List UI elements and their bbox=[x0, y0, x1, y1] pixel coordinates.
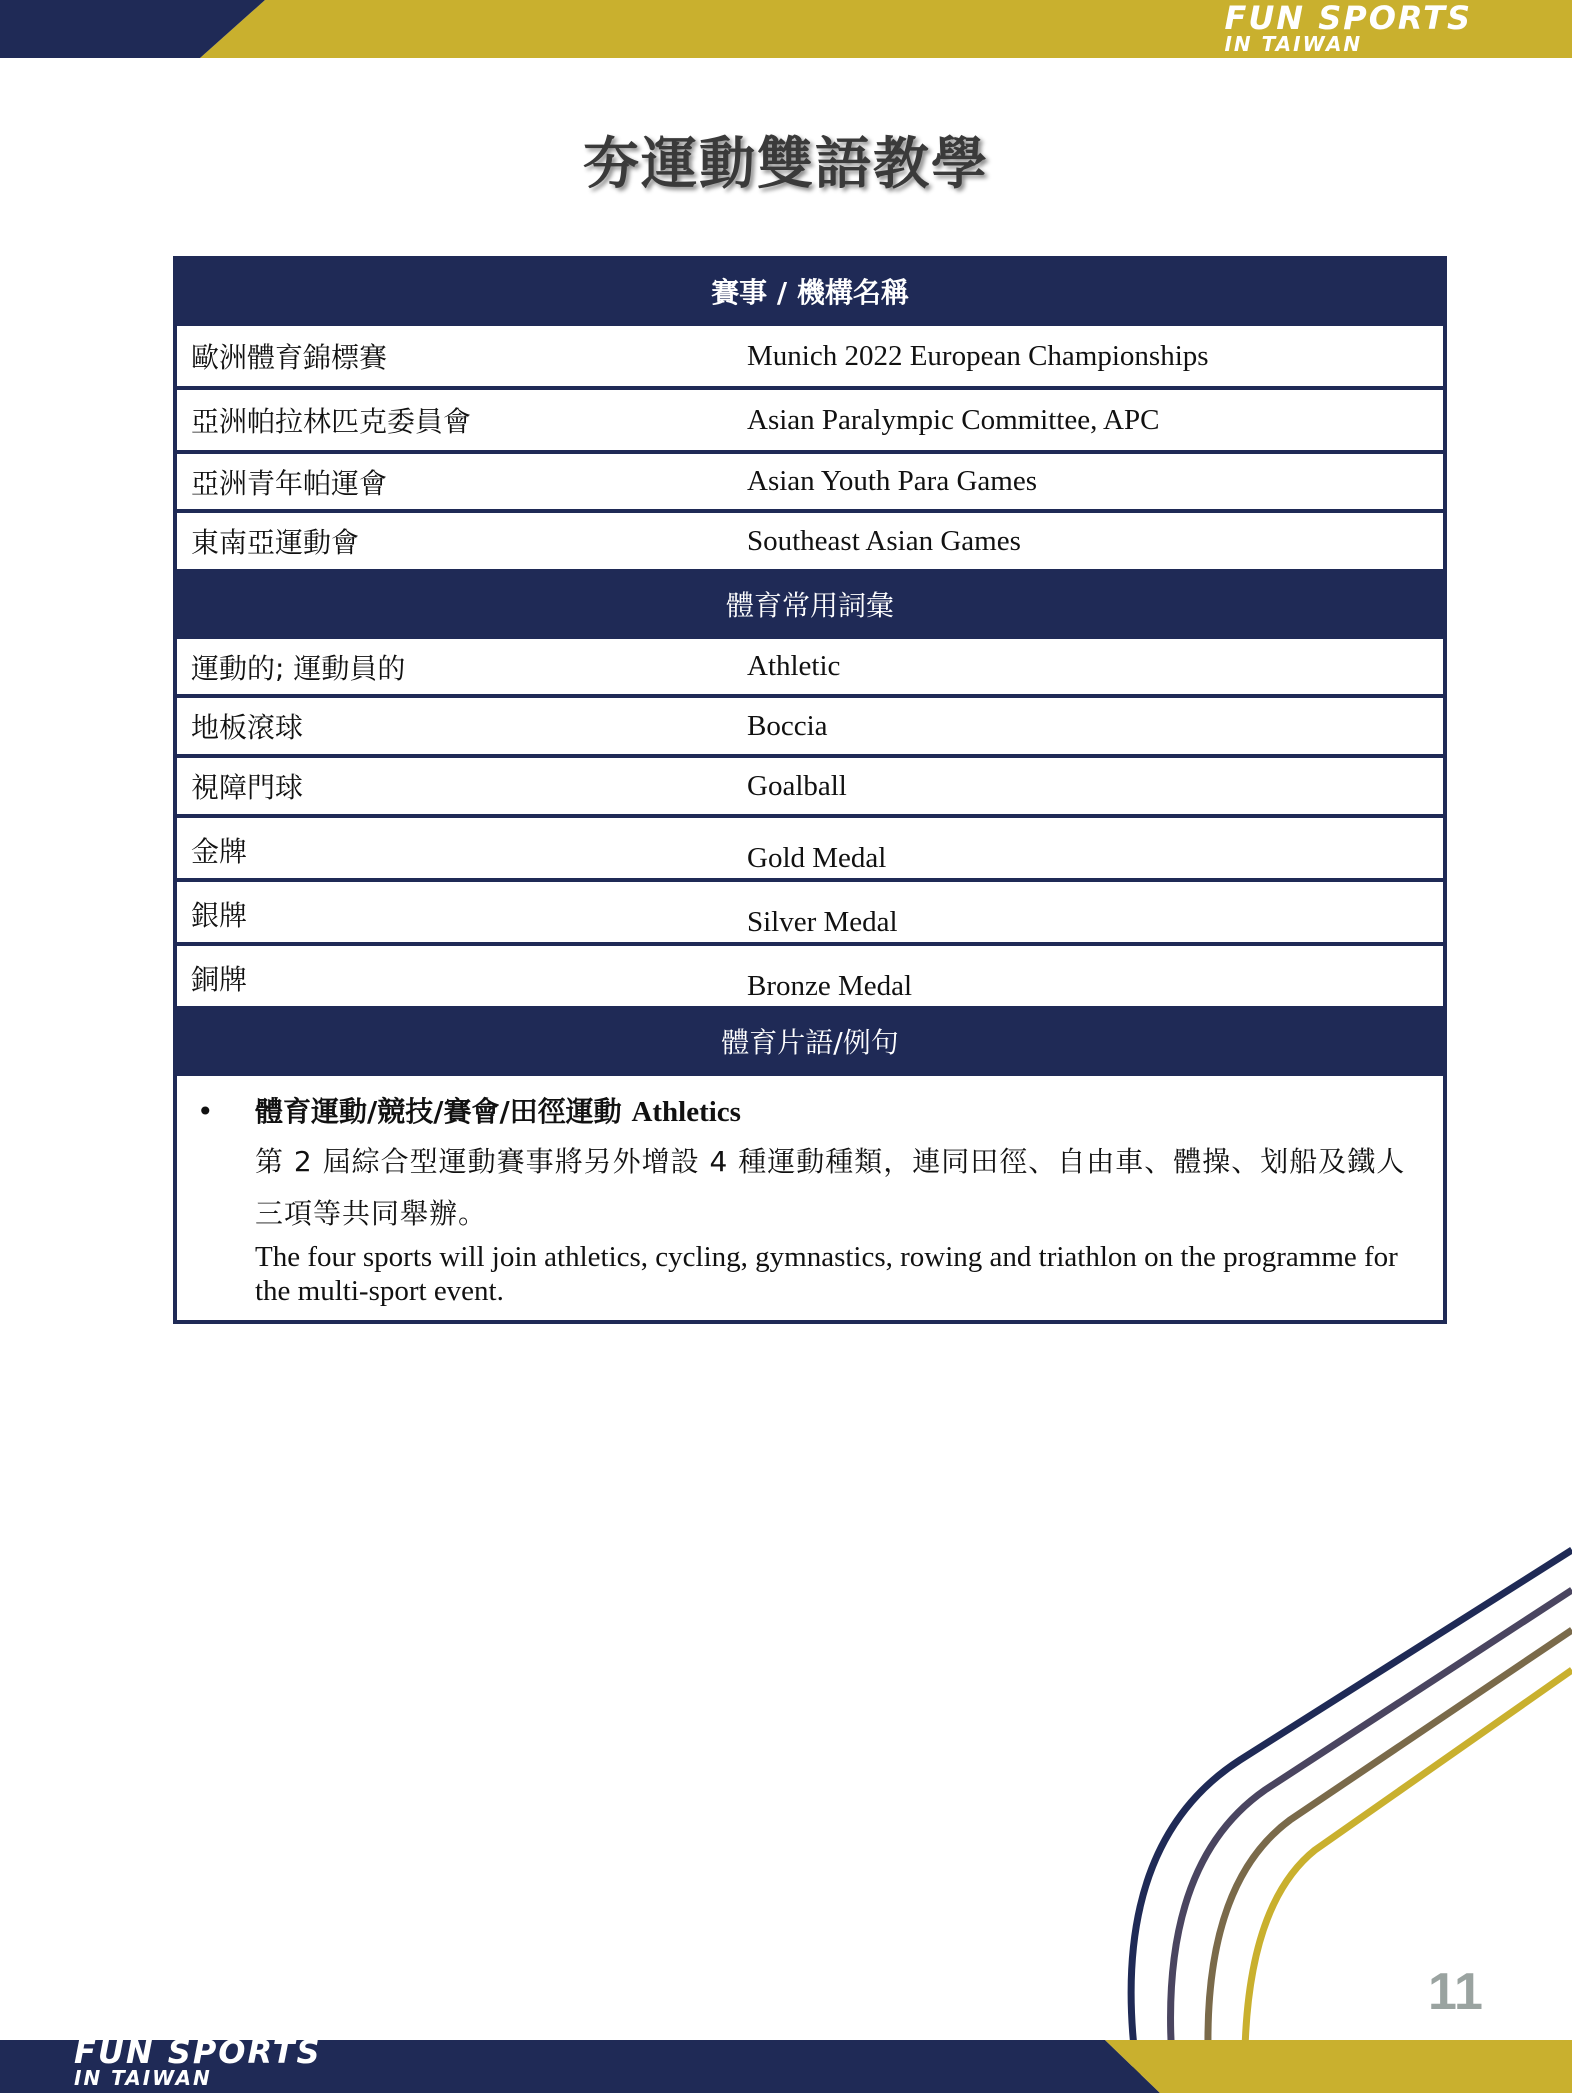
row-zh: 東南亞運動會 bbox=[191, 526, 360, 559]
row-zh: 地板滾球 bbox=[191, 711, 304, 744]
bullet-icon: • bbox=[197, 1095, 214, 1128]
phrase-term-zh: 體育運動/競技/賽會/田徑運動 bbox=[255, 1095, 622, 1128]
row-zh: 視障門球 bbox=[191, 771, 304, 804]
phrase-term-en: Athletics bbox=[631, 1096, 741, 1128]
example-sentence-zh: 第 2 屆綜合型運動賽事將另外增設 4 種運動種類，連同田徑、自由車、體操、划船及鐵人三項等共同舉辦。 bbox=[255, 1145, 1406, 1230]
row-zh: 歐洲體育錦標賽 bbox=[191, 341, 388, 374]
row-zh: 亞洲帕拉林匹克委員會 bbox=[191, 405, 472, 438]
row-zh: 銅牌 bbox=[191, 963, 248, 996]
row-zh: 運動的; 運動員的 bbox=[191, 651, 406, 685]
page-number: 11 bbox=[1428, 1963, 1483, 2021]
brand-line2: IN TAIWAN bbox=[74, 2066, 212, 2090]
row-en: Goalball bbox=[747, 769, 847, 802]
row-en: Athletic bbox=[747, 650, 841, 682]
row-zh: 金牌 bbox=[191, 835, 248, 868]
example-sentence-en: The four sports will join athletics, cycling, gymnastics, rowing and triathlon on the programme for the multi-sport event. bbox=[255, 1241, 1398, 1307]
row-en: Southeast Asian Games bbox=[747, 524, 1021, 557]
brand-line1: FUN SPORTS bbox=[1224, 0, 1472, 37]
footer-brand-logo bbox=[74, 2033, 322, 2090]
row-en: Gold Medal bbox=[747, 842, 887, 874]
page-title: 夯運動雙語教學 bbox=[583, 132, 989, 197]
section-heading-vocab: 體育常用詞彙 bbox=[725, 589, 894, 622]
brand-line2: IN TAIWAN bbox=[1224, 32, 1363, 56]
row-en: Munich 2022 European Championships bbox=[747, 339, 1209, 372]
section-heading-phrases: 體育片語/例句 bbox=[721, 1026, 899, 1059]
row-en: Boccia bbox=[747, 709, 828, 742]
row-en: Asian Youth Para Games bbox=[747, 465, 1037, 497]
section-heading-events: 賽事 / 機構名稱 bbox=[711, 276, 909, 309]
row-zh: 銀牌 bbox=[191, 899, 248, 932]
brand-line1: FUN SPORTS bbox=[74, 2033, 322, 2071]
row-en: Silver Medal bbox=[747, 906, 898, 938]
row-en: Asian Paralympic Committee, APC bbox=[747, 403, 1160, 436]
row-zh: 亞洲青年帕運會 bbox=[191, 466, 388, 500]
row-en: Bronze Medal bbox=[747, 970, 913, 1002]
